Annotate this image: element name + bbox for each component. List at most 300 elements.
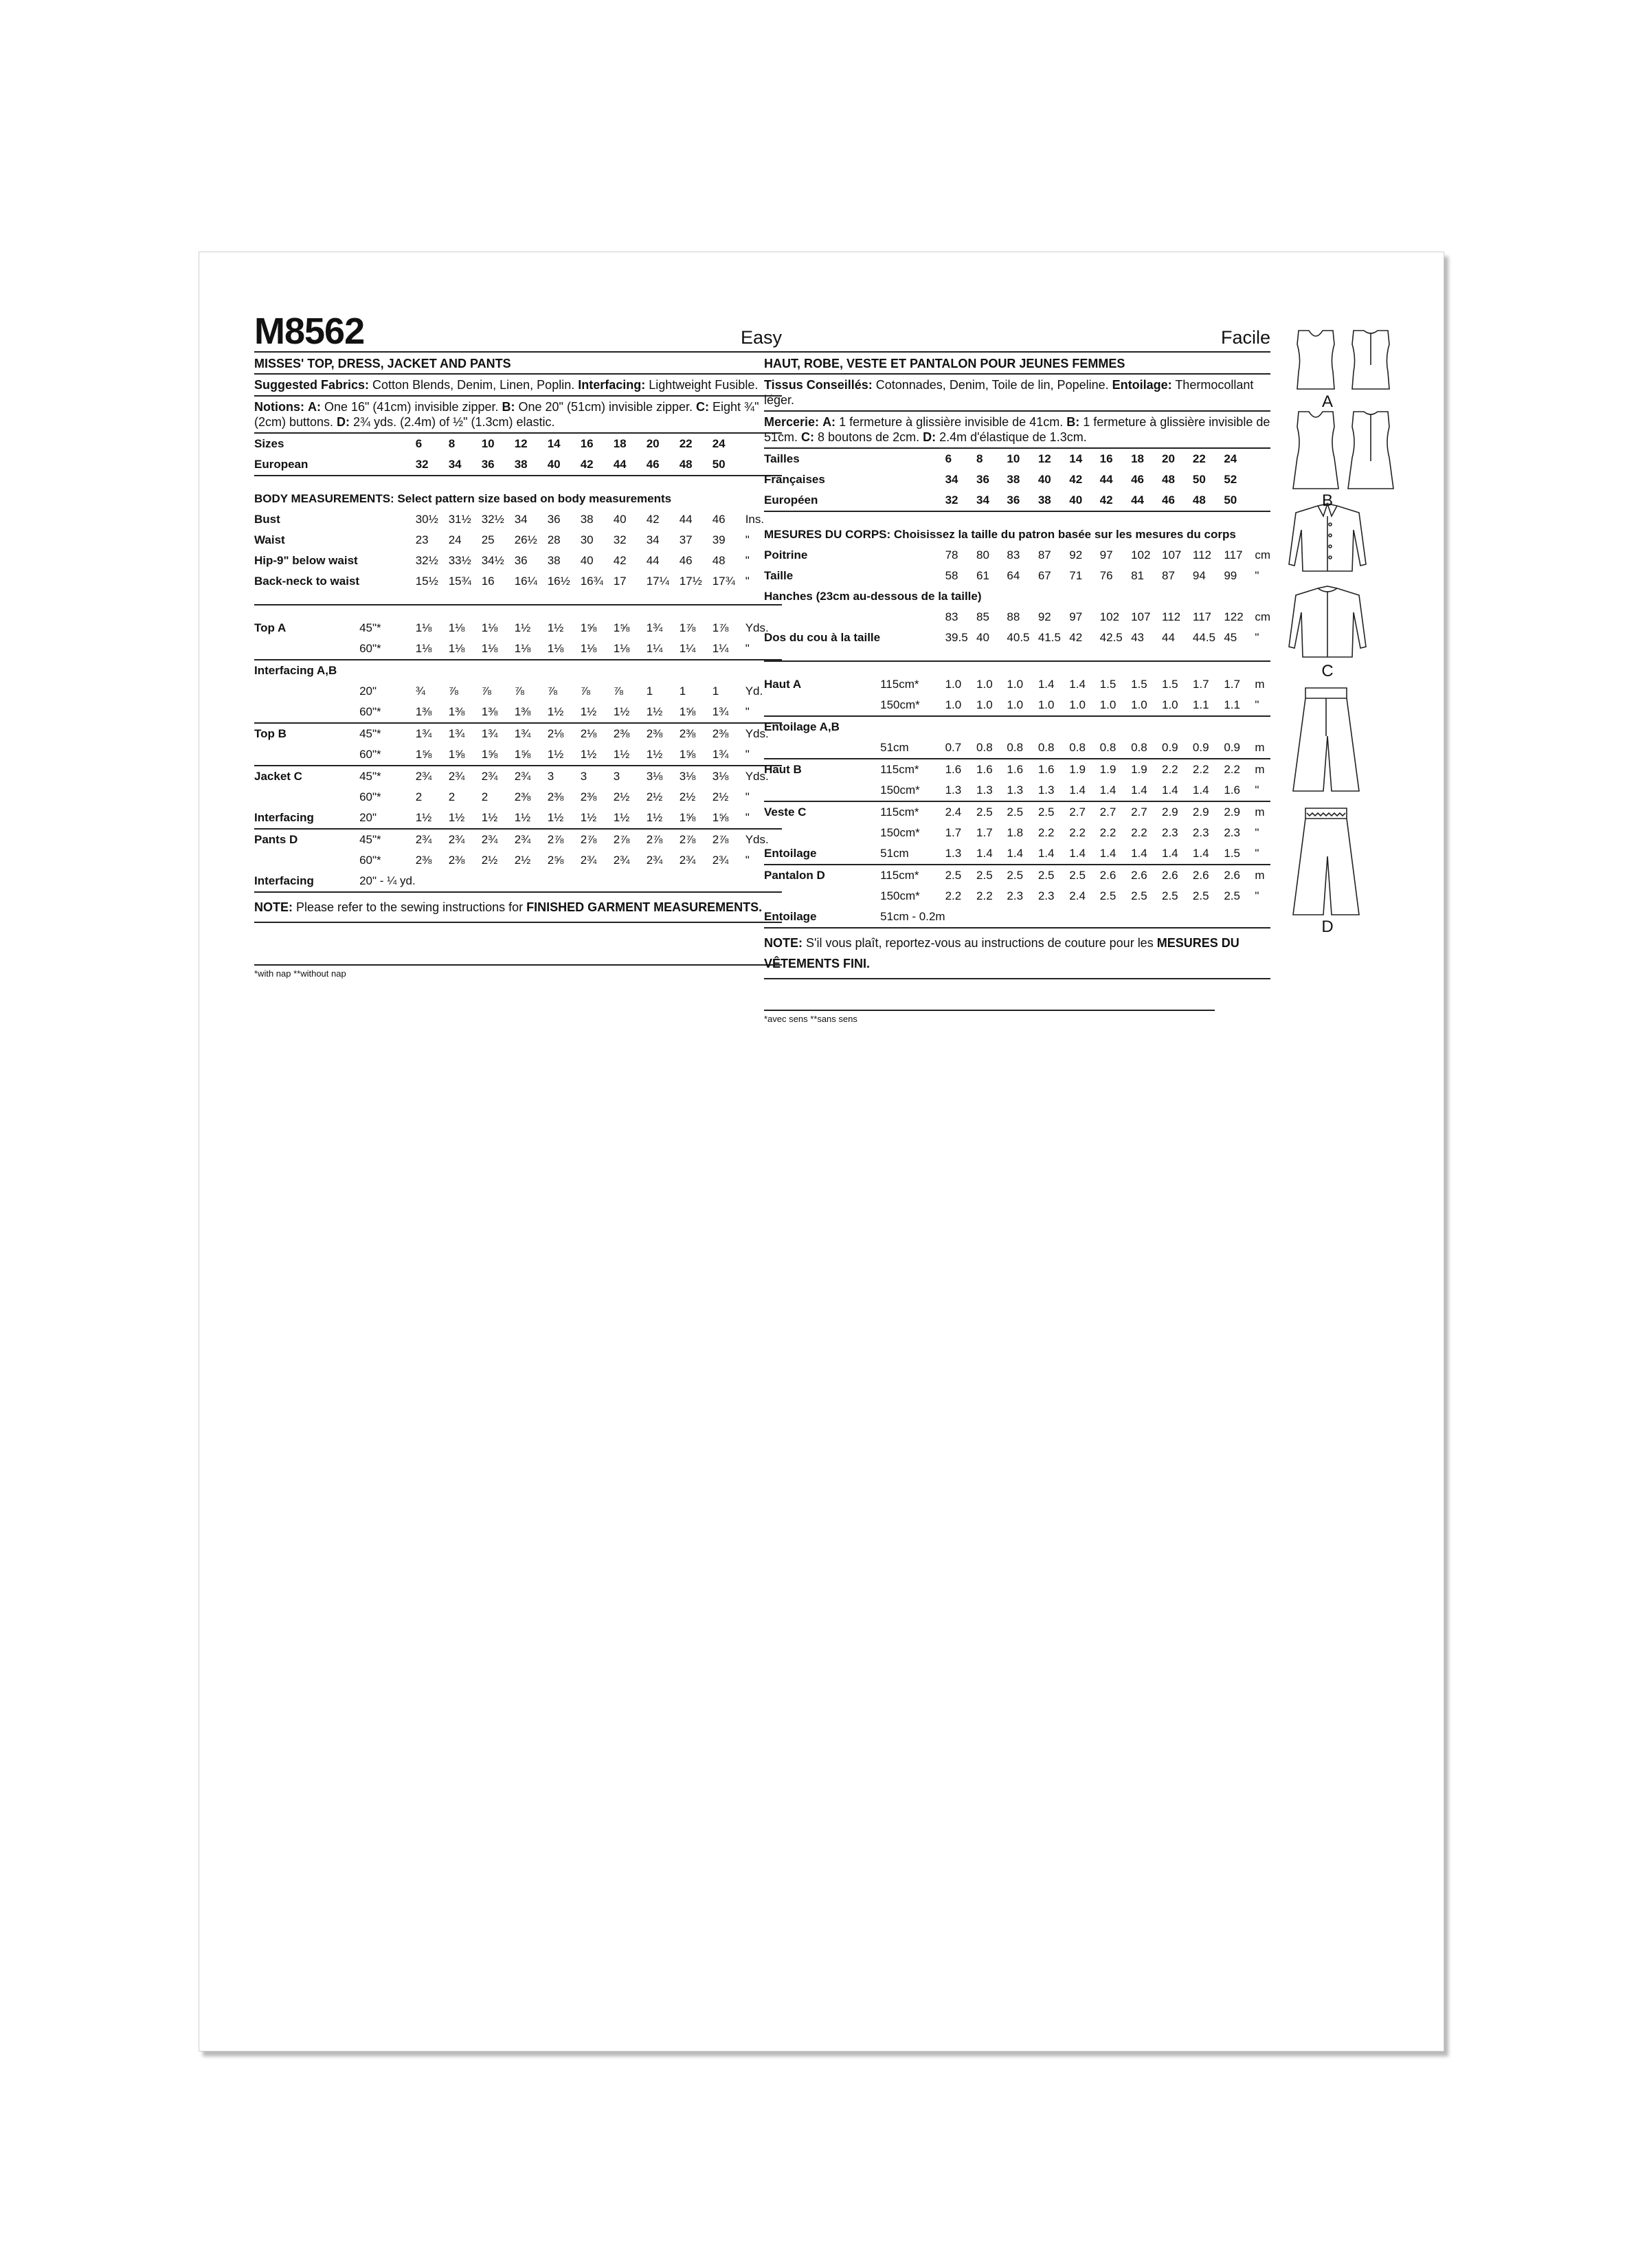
size-value: 1⅞ bbox=[679, 621, 696, 634]
size-value: 43 bbox=[1131, 631, 1145, 644]
row-label bbox=[254, 787, 359, 808]
fabric-width: 51cm bbox=[880, 737, 945, 759]
size-value: 1.4 bbox=[976, 843, 1007, 865]
size-value: 0.9 bbox=[1193, 737, 1224, 759]
size-value: 1.3 bbox=[945, 780, 976, 801]
size-value: 2.9 bbox=[1162, 805, 1178, 819]
row-label: European bbox=[254, 454, 359, 476]
size-value: 6 bbox=[945, 452, 952, 465]
size-value: 1¾ bbox=[415, 727, 432, 740]
view-d-pants-front bbox=[1293, 688, 1359, 791]
row-label: Françaises bbox=[764, 473, 825, 486]
view-a-top-front bbox=[1297, 331, 1334, 389]
size-value: 1½ bbox=[514, 621, 531, 634]
size-value: 24 bbox=[712, 437, 726, 450]
size-value: 2.7 bbox=[1099, 805, 1117, 819]
size-value: 40 bbox=[976, 631, 989, 644]
size-value: 2.2 bbox=[1037, 826, 1055, 839]
garment-line-drawings bbox=[1278, 324, 1429, 942]
size-value: 2⅞ bbox=[580, 833, 597, 846]
size-value: 1⅜ bbox=[449, 702, 482, 723]
fabric-width: 45"* bbox=[359, 770, 381, 783]
size-value: 38 bbox=[1038, 490, 1069, 511]
french-header bbox=[764, 307, 1270, 353]
size-value: 50 bbox=[1224, 490, 1255, 511]
size-value: 16¾ bbox=[580, 575, 603, 588]
size-value: 2½ bbox=[646, 790, 663, 803]
size-value: 2⅛ bbox=[580, 727, 597, 740]
size-value: 1¾ bbox=[481, 727, 498, 740]
size-value: 14 bbox=[547, 437, 561, 450]
size-row bbox=[254, 434, 782, 454]
size-value: 1¼ bbox=[713, 638, 745, 660]
unit: Yds. bbox=[745, 770, 769, 783]
size-value: 1.4 bbox=[1193, 843, 1224, 865]
size-value: 2¾ bbox=[712, 854, 729, 867]
fabric-width bbox=[359, 509, 416, 530]
body-measurements-title bbox=[764, 524, 1270, 545]
size-value: 97 bbox=[1069, 610, 1083, 623]
body-measurement-row bbox=[254, 530, 782, 551]
size-value: 30½ bbox=[415, 513, 438, 526]
size-value: 1.5 bbox=[1131, 678, 1147, 691]
yardage-row bbox=[254, 787, 782, 808]
size-value: 18 bbox=[1131, 452, 1145, 465]
size-value: 2.9 bbox=[1224, 805, 1240, 819]
view-d-pants-back bbox=[1293, 808, 1359, 915]
size-value: 1⅛ bbox=[482, 638, 515, 660]
size-value: 2.2 bbox=[945, 889, 962, 902]
yardage-row bbox=[764, 886, 1270, 907]
size-value: 38 bbox=[1007, 473, 1020, 486]
size-value: 94 bbox=[1192, 569, 1206, 582]
size-value: 1½ bbox=[614, 744, 647, 766]
size-value: 1.4 bbox=[1069, 780, 1099, 801]
size-value: 2.7 bbox=[1069, 805, 1086, 819]
unit: " bbox=[745, 790, 750, 803]
size-value: 117 bbox=[1224, 548, 1243, 562]
size-value: 42 bbox=[613, 554, 627, 567]
size-value: 42 bbox=[1100, 490, 1131, 511]
section-title: MESURES DU CORPS: Choisissez la taille du patron basée sur les mesures du corps bbox=[764, 528, 1236, 541]
size-value: 1.7 bbox=[976, 826, 993, 839]
size-row bbox=[764, 490, 1270, 511]
body-measurements-title bbox=[254, 489, 782, 509]
size-value: 1⅝ bbox=[680, 808, 713, 829]
size-value: 107 bbox=[1131, 610, 1151, 623]
notions-fr: Mercerie: A: 1 fermeture à glissière invisible de 41cm. B: 1 fermeture à glissière invisible de 51cm. C: 8 boutons de 2cm. D: 2.4m d'élastique de 1.3cm. bbox=[764, 412, 1270, 449]
size-value: 1.4 bbox=[1100, 843, 1131, 865]
size-value: 2½ bbox=[514, 854, 531, 867]
size-value: 26½ bbox=[514, 533, 537, 546]
fabric-width: 45"* bbox=[359, 621, 381, 634]
suggested-fabrics-fr: Tissus Conseillés: Cotonnades, Denim, Toile de lin, Popeline. Entoilage: Thermocollant léger. bbox=[764, 375, 1270, 412]
row-label: Interfacing bbox=[254, 808, 359, 829]
size-value: 1.0 bbox=[1131, 695, 1162, 716]
unit: " bbox=[745, 575, 750, 588]
view-label-d: D bbox=[1321, 918, 1334, 936]
unit bbox=[1255, 490, 1270, 511]
size-value: 2.5 bbox=[945, 869, 962, 882]
unit: m bbox=[1255, 763, 1265, 776]
size-value: 1⅛ bbox=[548, 638, 581, 660]
size-value: ⅞ bbox=[448, 685, 458, 698]
size-value: 2.5 bbox=[1224, 889, 1240, 902]
unit: " bbox=[745, 744, 782, 766]
body-measurement-row bbox=[764, 586, 1270, 607]
size-value: 38 bbox=[515, 454, 548, 476]
size-value: 23 bbox=[415, 533, 429, 546]
size-value: 71 bbox=[1069, 569, 1083, 582]
size-value: 0.9 bbox=[1224, 737, 1255, 759]
english-column bbox=[254, 307, 782, 979]
size-value: 1½ bbox=[581, 702, 614, 723]
size-value: 67 bbox=[1037, 569, 1051, 582]
size-row bbox=[254, 454, 782, 476]
size-value: 2½ bbox=[613, 790, 630, 803]
size-value: 32 bbox=[945, 490, 976, 511]
size-value: 83 bbox=[1007, 548, 1020, 562]
size-value: 46 bbox=[1162, 490, 1193, 511]
fabric-width: 20" - ¼ yd. bbox=[359, 871, 416, 892]
size-value: 99 bbox=[1224, 569, 1237, 582]
size-value: 2⅜ bbox=[514, 790, 531, 803]
size-value: 2.2 bbox=[1131, 826, 1147, 839]
yardage-row bbox=[764, 907, 1270, 928]
size-value: 1½ bbox=[614, 702, 647, 723]
size-value bbox=[548, 871, 581, 892]
size-value: 1⅛ bbox=[515, 638, 548, 660]
size-value: 52 bbox=[1224, 473, 1237, 486]
yardage-row bbox=[254, 871, 782, 892]
size-value: 2.9 bbox=[1192, 805, 1209, 819]
size-value: 2⅞ bbox=[547, 833, 564, 846]
size-value: 2¾ bbox=[415, 770, 432, 783]
unit: Yd. bbox=[745, 685, 763, 698]
size-value: 2¾ bbox=[580, 854, 597, 867]
row-label: Haut A bbox=[764, 678, 802, 691]
size-value: 2.2 bbox=[1099, 826, 1117, 839]
row-label bbox=[764, 607, 880, 627]
size-value: 44 bbox=[1099, 473, 1113, 486]
row-label bbox=[764, 823, 880, 843]
size-value: 122 bbox=[1224, 610, 1244, 623]
size-value: 1.6 bbox=[1037, 763, 1055, 776]
pattern-back-sheet bbox=[199, 252, 1444, 2052]
nap-footnote-fr: *avec sens **sans sens bbox=[764, 1010, 1215, 1024]
size-value: 36 bbox=[547, 513, 561, 526]
size-value: 2.2 bbox=[976, 889, 993, 902]
size-value: 15½ bbox=[415, 575, 438, 588]
fabric-width bbox=[359, 571, 416, 592]
fabric-width: 60"* bbox=[359, 702, 416, 723]
size-value: 40 bbox=[613, 513, 627, 526]
unit: " bbox=[745, 808, 782, 829]
row-label: Poitrine bbox=[764, 548, 808, 562]
section-title: BODY MEASUREMENTS: Select pattern size based on body measurements bbox=[254, 492, 672, 505]
size-value: 1¾ bbox=[448, 727, 465, 740]
suggested-fabrics: Suggested Fabrics: Cotton Blends, Denim, Linen, Poplin. Interfacing: Lightweight Fusible. bbox=[254, 375, 782, 397]
size-value bbox=[647, 871, 680, 892]
yardage-row bbox=[254, 723, 782, 744]
size-value: 1.5 bbox=[1099, 678, 1117, 691]
size-value: 22 bbox=[679, 437, 693, 450]
unit: m bbox=[1255, 805, 1265, 819]
size-value: 1.6 bbox=[1007, 763, 1024, 776]
size-value: 1.0 bbox=[976, 678, 993, 691]
size-value: 1⅛ bbox=[481, 621, 498, 634]
size-value: 12 bbox=[1037, 452, 1051, 465]
size-value: 44 bbox=[679, 513, 693, 526]
size-value: 1.3 bbox=[1038, 780, 1069, 801]
size-value: 2.2 bbox=[1069, 826, 1086, 839]
fabric-width: 60"* bbox=[359, 744, 416, 766]
unit: " bbox=[1255, 631, 1259, 644]
size-value: 3⅛ bbox=[646, 770, 663, 783]
size-value: 87 bbox=[1162, 569, 1175, 582]
size-value: 34 bbox=[514, 513, 528, 526]
size-value: 37 bbox=[679, 533, 693, 546]
size-value: 1.0 bbox=[1069, 695, 1099, 716]
size-value: 1⅝ bbox=[580, 621, 597, 634]
size-value: 1⅛ bbox=[614, 638, 647, 660]
size-value: 34 bbox=[449, 454, 482, 476]
size-value: 2⅞ bbox=[646, 833, 663, 846]
unit: Ins. bbox=[745, 513, 765, 526]
yardage-section-title bbox=[254, 660, 782, 681]
size-value: 2.3 bbox=[1007, 889, 1024, 902]
yardage-row bbox=[254, 808, 782, 829]
fabric-width bbox=[359, 454, 416, 476]
size-value: 32 bbox=[613, 533, 627, 546]
fabric-width bbox=[359, 434, 416, 454]
size-value: 1.6 bbox=[976, 763, 993, 776]
size-value: 78 bbox=[945, 548, 958, 562]
size-value: 39 bbox=[712, 533, 726, 546]
fabric-width bbox=[359, 530, 416, 551]
size-value: 46 bbox=[647, 454, 680, 476]
size-value: 1½ bbox=[548, 702, 581, 723]
size-value: 1¾ bbox=[514, 727, 531, 740]
size-value: 2.5 bbox=[1131, 889, 1147, 902]
size-value: 1.5 bbox=[1162, 678, 1178, 691]
size-value: 2.5 bbox=[976, 805, 993, 819]
size-value: 1½ bbox=[515, 808, 548, 829]
size-value bbox=[515, 871, 548, 892]
size-value: 44 bbox=[1131, 490, 1162, 511]
size-value: 36 bbox=[1007, 490, 1037, 511]
size-value: 2¾ bbox=[514, 770, 531, 783]
size-value: 1½ bbox=[416, 808, 449, 829]
spacer-row bbox=[254, 605, 782, 618]
row-label bbox=[764, 886, 880, 907]
size-value: 22 bbox=[1192, 452, 1206, 465]
size-value: 0.8 bbox=[976, 737, 1007, 759]
size-value: 2.5 bbox=[1037, 869, 1055, 882]
unit: " bbox=[745, 554, 750, 567]
size-row bbox=[764, 469, 1270, 490]
size-value: 44 bbox=[1162, 631, 1175, 644]
fabric-width: 60"* bbox=[359, 790, 381, 803]
size-value: 2⅞ bbox=[613, 833, 630, 846]
size-value: 2½ bbox=[679, 790, 696, 803]
size-value: 34 bbox=[976, 490, 1007, 511]
size-value: 48 bbox=[1162, 473, 1175, 486]
size-value: 1⅜ bbox=[416, 702, 449, 723]
size-value: 16 bbox=[580, 437, 594, 450]
size-value: 85 bbox=[976, 610, 989, 623]
size-value: 1⅝ bbox=[713, 808, 745, 829]
size-value: 2⅜ bbox=[613, 727, 630, 740]
size-value bbox=[1162, 907, 1193, 928]
row-label: Hanches (23cm au-dessous de la taille) bbox=[764, 590, 982, 603]
size-value: 2⅜ bbox=[646, 727, 663, 740]
size-value: 46 bbox=[1131, 473, 1145, 486]
size-value: 1.5 bbox=[1224, 843, 1255, 865]
size-value: 1¾ bbox=[713, 702, 745, 723]
fabric-width: 45"* bbox=[359, 727, 381, 740]
size-value: 2.2 bbox=[1192, 763, 1209, 776]
size-value: 81 bbox=[1131, 569, 1145, 582]
pattern-code: M8562 bbox=[254, 311, 365, 352]
size-value: 117 bbox=[1192, 610, 1212, 623]
size-value: 1⅛ bbox=[448, 621, 465, 634]
size-value: 112 bbox=[1162, 610, 1181, 623]
size-value: 34 bbox=[646, 533, 660, 546]
yardage-row bbox=[764, 843, 1270, 865]
size-value: 1½ bbox=[548, 808, 581, 829]
size-value: 58 bbox=[945, 569, 958, 582]
finished-measurements-note: NOTE: Please refer to the sewing instructions for FINISHED GARMENT MEASUREMENTS. bbox=[254, 893, 782, 923]
view-label-c: C bbox=[1321, 662, 1334, 680]
size-value: 1.9 bbox=[1099, 763, 1117, 776]
yardage-row bbox=[764, 865, 1270, 886]
body-measurement-row bbox=[764, 607, 1270, 627]
size-value: 1.4 bbox=[1037, 678, 1055, 691]
unit: " bbox=[1255, 695, 1270, 716]
english-header bbox=[254, 307, 782, 353]
size-value: 2.6 bbox=[1224, 869, 1240, 882]
pattern-title: MISSES' TOP, DRESS, JACKET AND PANTS bbox=[254, 353, 782, 375]
size-value: 1⅝ bbox=[680, 744, 713, 766]
size-value: 10 bbox=[481, 437, 495, 450]
size-value bbox=[482, 871, 515, 892]
size-value: 20 bbox=[646, 437, 660, 450]
yardage-row bbox=[764, 801, 1270, 823]
size-value: 44 bbox=[646, 554, 660, 567]
fabric-width: 51cm bbox=[880, 843, 945, 865]
fabric-width bbox=[880, 627, 945, 648]
size-value: 10 bbox=[1007, 452, 1020, 465]
size-value: 24 bbox=[1224, 452, 1237, 465]
size-value: 1.1 bbox=[1224, 695, 1255, 716]
size-value: 1.4 bbox=[1131, 780, 1162, 801]
size-value: 112 bbox=[1192, 548, 1212, 562]
size-value: 1½ bbox=[647, 744, 680, 766]
size-value: 1½ bbox=[581, 808, 614, 829]
size-value: 2¾ bbox=[613, 854, 630, 867]
size-value: 2¾ bbox=[481, 770, 498, 783]
size-value: 3 bbox=[580, 770, 587, 783]
fabric-width: 115cm* bbox=[880, 869, 919, 882]
size-value: 2¾ bbox=[448, 770, 465, 783]
unit: " bbox=[745, 702, 782, 723]
size-value: 2.5 bbox=[1037, 805, 1055, 819]
size-value: 76 bbox=[1099, 569, 1113, 582]
size-value: 46 bbox=[712, 513, 726, 526]
english-size-table bbox=[254, 434, 782, 893]
row-label: Waist bbox=[254, 533, 285, 546]
size-value: 1¼ bbox=[680, 638, 713, 660]
notions: Notions: A: One 16" (41cm) invisible zipper. B: One 20" (51cm) invisible zipper. C: Eight ¾" (2cm) buttons. D: 2¾ yds. (2.4m) of ½" (1.3cm) elastic. bbox=[254, 397, 782, 434]
size-value: 2⅜ bbox=[679, 727, 696, 740]
size-value: 92 bbox=[1037, 610, 1051, 623]
size-value: 40 bbox=[548, 454, 581, 476]
size-value: 2⅜ bbox=[580, 790, 597, 803]
unit: " bbox=[745, 638, 782, 660]
size-value: 1.0 bbox=[1007, 695, 1037, 716]
size-value: 1⅝ bbox=[680, 702, 713, 723]
size-value: 1.0 bbox=[1100, 695, 1131, 716]
french-column bbox=[764, 307, 1270, 1024]
row-label: Top A bbox=[254, 621, 287, 634]
size-value: 1.0 bbox=[1038, 695, 1069, 716]
size-value: 2 bbox=[448, 790, 456, 803]
fabric-width: 60"* bbox=[359, 854, 381, 867]
size-value: 25 bbox=[481, 533, 495, 546]
size-value: 1⅞ bbox=[712, 621, 729, 634]
size-value bbox=[1069, 907, 1099, 928]
size-value: 102 bbox=[1099, 610, 1120, 623]
section-title: Entoilage A,B bbox=[764, 720, 840, 733]
size-value: 80 bbox=[976, 548, 989, 562]
size-value: 42 bbox=[1069, 631, 1083, 644]
fabric-width: 60"* bbox=[359, 638, 416, 660]
size-value: 1.0 bbox=[1007, 678, 1024, 691]
view-illustrations bbox=[1278, 324, 1429, 946]
size-value: 2¾ bbox=[514, 833, 531, 846]
size-value: 1⅛ bbox=[416, 638, 449, 660]
size-value: 40 bbox=[580, 554, 594, 567]
size-value: 42 bbox=[646, 513, 660, 526]
size-value: 1.4 bbox=[1069, 843, 1099, 865]
yardage-row bbox=[254, 638, 782, 660]
yardage-section-title bbox=[764, 716, 1270, 737]
row-label bbox=[764, 695, 880, 716]
size-value: ⅞ bbox=[514, 685, 524, 698]
size-value: 1.3 bbox=[976, 780, 1007, 801]
size-value: 2.5 bbox=[976, 869, 993, 882]
unit: m bbox=[1255, 737, 1270, 759]
row-label: Pantalon D bbox=[764, 869, 825, 882]
view-c-jacket-back bbox=[1289, 586, 1366, 657]
yardage-row bbox=[764, 695, 1270, 716]
size-value: 30 bbox=[580, 533, 594, 546]
fabric-width bbox=[880, 490, 945, 511]
fabric-width: 115cm* bbox=[880, 805, 919, 819]
unit: m bbox=[1255, 869, 1265, 882]
size-value: 1.6 bbox=[1224, 780, 1255, 801]
size-value: 1⅝ bbox=[515, 744, 548, 766]
size-value: 1½ bbox=[449, 808, 482, 829]
size-value: 14 bbox=[1069, 452, 1083, 465]
size-value: 1⅜ bbox=[515, 702, 548, 723]
yardage-row bbox=[254, 829, 782, 850]
size-value: 1½ bbox=[548, 744, 581, 766]
spacer-row bbox=[254, 476, 782, 489]
spacer-row bbox=[764, 511, 1270, 524]
size-value: 24 bbox=[448, 533, 462, 546]
